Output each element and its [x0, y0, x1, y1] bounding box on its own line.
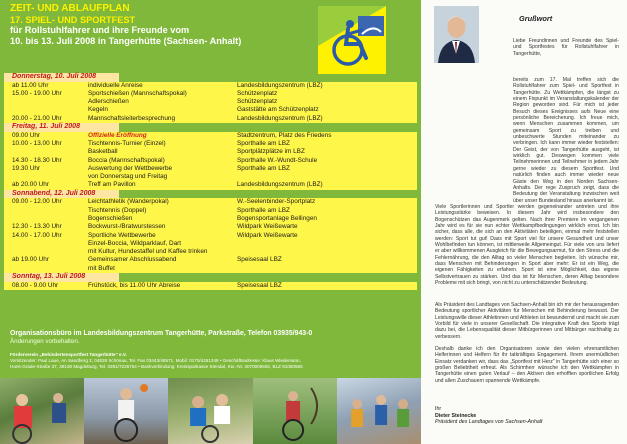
schedule-row [4, 165, 417, 173]
schedule-row [4, 132, 417, 140]
event-cell: Gemeinsamer Abschlussabend [88, 256, 177, 264]
organizer-note: Änderungen vorbehalten. [10, 338, 80, 346]
place-cell: Landesbildungszentrum (LBZ) [237, 114, 323, 122]
greeting-paragraph: bereits zum 17. Mal treffen sich die Rollstuhlfahrer zum Spiel- und Sportfest in Tangerhütte. Zu Wettkämpfen, die längst zu einem Fixpunkt im Veranstaltungskalender der Region geworden sind. Für mich ist jeder Besuch dieses Ereignisses aufs Neue eine persönliche Bereicherung. Ich freue mich, wenn Menschen zusammen kommen, um gemeinsam Sport zu treiben und unbeschwerte Stunden miteinander zu verbringen. Ich kann immer wieder feststellen: Der Geist, der von Tangerhütte ausgeht, ist wirklich gut. Deswegen kommen viele Teilnehmerinnen und Teilnehmer in jedem Jahr gerne wieder zu diesem Sportfest. Und natürlich finden auch immer wieder neue Gäste den Weg in den Norden Sachsen-Anhalts. Der rege Zuspruch zeigt, dass die Bedeutung der Veranstaltung inzwischen weit über unser Bundesland hinaus anerkannt ist. [513, 77, 619, 204]
place-cell: Speisesaal LBZ [237, 281, 282, 289]
event-cell: Mannschaftsleiterbesprechung [88, 114, 176, 122]
signature-name: Dieter Steinecke [435, 412, 477, 419]
photo-archery [253, 378, 337, 444]
event-cell: Auswertung der Wettbewerbe [88, 164, 173, 172]
event-cell: mit Kultur, Hundestaffel und Kaffee trinken [88, 248, 208, 256]
schedule-row [4, 173, 417, 181]
schedule-table [4, 73, 417, 290]
event-cell: Frühstück, bis 11.00 Uhr Abreise [88, 281, 181, 289]
day-header: Donnerstag, 10. Juli 2008 [4, 73, 119, 82]
event-cell: Kegeln [88, 106, 108, 114]
time-cell [4, 207, 88, 215]
schedule-row [4, 90, 417, 98]
event-cell: Basketball [88, 148, 118, 156]
header-title: ZEIT- UND ABLAUFPLAN [10, 3, 130, 14]
footer-line: Förderverein „Behindertensportfest Tangerhütte" e.V. [10, 352, 127, 357]
photo-crowd [337, 378, 421, 444]
place-cell [237, 173, 417, 181]
greeting-paragraph: Viele Sportlerinnen und Sportler werden gegeneinander antreten und ihre Leistungsstärke beweisen. In diesem Jahr wird insbesondere den Bogenschützen das Augenmerk gelten. Nach ihrer Premiere im vergangenen Jahr wird es für sie nun echter Wettkampfbedingungen wirklich ernst. Ich bin sicher, dass alle, die sich an den Aktivitäten beteiligen, einmal mehr feststellen werden: Sport tut gut! Dass mit Sport viel für unsere Gesundheit und unser Wohlbefinden tun können, ist mittlerweile Allgemeingut. Für viele von uns liefert er aber willkommenen Ausgleich für die Bewegungsarmut, für den Stress und die Fehlernährung, die den Alltag so vieler Menschen begleiten. Ich wünsche mir, dass Menschen mit Behinderungen in Sport aber mehr: Er ist ein Weg, die eigenen Fähigkeiten zu erfahren. Sport ist eine Möglichkeit, das eigene Selbstvertrauen zu stärken. Und das ist für Menschen, deren Alltag besondere Probleme mit sich bringt, von nicht zu unterschätzender Bedeutung. [435, 204, 619, 287]
time-cell: ab 20.00 Uhr [12, 181, 49, 189]
event-cell: Treff am Pavillon [88, 181, 136, 189]
greeting-title: Grußwort [519, 14, 553, 23]
time-cell [4, 248, 88, 256]
event-cell: Leichtathletik (Wanderpokal) [88, 198, 169, 206]
place-cell: W.-Seelenbinder-Sportplatz [237, 198, 316, 206]
place-cell: Landesbildungszentrum (LBZ) [237, 81, 323, 89]
time-cell: 08.00 - 9.00 Uhr [12, 281, 59, 289]
time-cell [4, 240, 88, 248]
flyer-header [10, 4, 310, 46]
organizer-info [10, 330, 420, 347]
schedule-row [4, 282, 417, 290]
time-cell [4, 173, 88, 181]
schedule-row [4, 115, 417, 123]
photo-strip [0, 378, 421, 444]
place-cell: Sporthalle am LBZ [237, 164, 290, 172]
greeting-panel [421, 0, 627, 444]
signature-prefix: Ihr [435, 406, 442, 412]
event-cell: individuelle Anreise [88, 81, 143, 89]
time-cell: 09.00 Uhr [12, 131, 41, 139]
time-cell: 15.00 - 19.00 Uhr [12, 89, 62, 97]
time-cell [4, 106, 88, 114]
time-cell: 09.00 - 12.00 Uhr [12, 198, 62, 206]
schedule-row [4, 106, 417, 114]
time-cell: 19.30 Uhr [12, 164, 41, 172]
event-cell: Tischtennis (Doppel) [88, 206, 147, 214]
greeting-paragraph: Deshalb danke ich den Organisatoren sowie den vielen ehrenamtlichen Helferinnen und Helfern für ihr tatkräftiges Engagement. Ihrem unermüdlichen Einsatz verdanken wir, dass das „Sportfest mit Herz" in Tangerhütte sich einer so großen Beliebtheit erfreut. Als Schirmherr wünsche ich den Wettkämpfen in Tangerhütte einen guten Verlauf – den Aktiven den erhofften sportlichen Erfolg und allen Zuschauern spannende Wettkämpfe. [435, 346, 619, 384]
time-cell: ab 11.00 Uhr [12, 81, 49, 89]
place-cell: Bogensportanlage Bellingen [237, 214, 317, 222]
place-cell: Sportplätzplätze im LBZ [237, 148, 305, 156]
event-cell: Sportliche Wettbewerbe [88, 231, 156, 239]
schedule-row [4, 207, 417, 215]
footer-line: Hans-Grade-Straße 37, 39130 Magdeburg, Tel. 0391/7226754 • Bankverbindung: Kreissparkasse Stendal, Kto.-Nr. 3070006592, BLZ 81050555 [10, 363, 303, 369]
time-cell [4, 148, 88, 156]
photo-basketball [84, 378, 168, 444]
schedule-row [4, 256, 417, 264]
schedule-row [4, 157, 417, 165]
schedule-row [4, 232, 417, 240]
schedule-row [4, 148, 417, 156]
event-cell: Bogenschießen [88, 214, 133, 222]
event-cell: Tischtennis-Turnier (Einzel) [88, 139, 166, 147]
event-cell: Sportschießen (Mannschaftspokal) [88, 89, 187, 97]
signature-role: Präsident des Landtages von Sachsen-Anhalt [435, 419, 543, 426]
time-cell: 14.00 - 17.00 Uhr [12, 231, 62, 239]
signature-block [435, 406, 542, 426]
schedule-row [4, 181, 417, 189]
greeting-salutation: Liebe Freundinnen und Freunde des Spiel- und Sportfestes für Rollstuhlfahrer in Tangerhütte, [513, 38, 619, 57]
schedule-row [4, 240, 417, 248]
time-cell [4, 98, 88, 106]
photo-bowling [0, 378, 84, 444]
schedule-row [4, 98, 417, 106]
greeting-paragraph: Als Präsident des Landtages von Sachsen-Anhalt bin ich mir der herausragenden Bedeutung sportlicher Aktivitäten für Menschen mit Behinderung bewusst. Der Leistungswille dieser Athletinnen und Athleten ist bewundernd und macht sie zum Vorbild für viele in unserer Gesellschaft. Die integrative Kraft des Sports trägt dazu bei, die Lebensqualität dieser Mitbürgerinnen und Mitbürger nachhaltig zu verbessern. [435, 302, 619, 340]
schedule-row [4, 140, 417, 148]
schedule-row [4, 82, 417, 90]
place-cell: Landesbildungszentrum (LBZ) [237, 181, 323, 189]
photo-athletes [168, 378, 252, 444]
event-cell: Offizielle Eröffnung [88, 131, 147, 139]
wheelchair-logo-icon [318, 6, 386, 74]
place-cell [237, 248, 417, 256]
organizer-line: Organisationsbüro im Landesbildungszentrum Tangerhütte, Parkstraße, Telefon 03935/943-0 [10, 330, 313, 337]
event-cell: Boccia (Mannschaftspokal) [88, 156, 165, 164]
sponsor-footer [10, 352, 415, 369]
time-cell: 20.00 - 21.00 Uhr [12, 114, 62, 122]
schedule-row [4, 223, 417, 231]
day-header: Sonnabend, 12. Juli 2008 [4, 190, 119, 199]
day-header: Sonntag, 13. Juli 2008 [4, 273, 119, 282]
place-cell: Sporthalle am LBZ [237, 206, 290, 214]
place-cell: Stadtzentrum, Platz des Friedens [237, 131, 332, 139]
day-header: Freitag, 11. Juli 2008 [4, 123, 119, 132]
place-cell [237, 240, 417, 248]
header-audience: für Rollstuhlfahrer und ihre Freunde vom [10, 25, 190, 36]
schedule-row [4, 248, 417, 256]
place-cell: Wildpark Weißewarte [237, 223, 298, 231]
time-cell [4, 265, 88, 273]
place-cell: Speisesaal LBZ [237, 256, 282, 264]
time-cell: 10.00 - 13.00 Uhr [12, 139, 62, 147]
schedule-row [4, 198, 417, 206]
header-event: 17. SPIEL- UND SPORTFEST [10, 14, 136, 25]
time-cell: ab 19.00 Uhr [12, 256, 49, 264]
schedule-row [4, 265, 417, 273]
place-cell: Schützenplatz [237, 89, 278, 97]
footer-line: Vorsitzender: Paul Laue, An Sandberg 2, 04828 Schönau, Tel. Fax 03443/48571, Mobil: 0170/4251348 • Geschäftsadresse: Klaus Wiedemann, [10, 357, 301, 363]
place-cell: Schützenplatz [237, 98, 278, 106]
place-cell: Sporthalle am LBZ [237, 139, 290, 147]
time-cell: 14.30 - 18.30 Uhr [12, 156, 62, 164]
portrait-photo [434, 6, 479, 63]
event-cell: mit Buffet [88, 264, 115, 272]
event-cell: Adlerschießen [88, 98, 129, 106]
event-cell: Einzel-Boccia, Wildparklauf, Dart [88, 239, 182, 247]
place-cell: Gaststätte am Schützenplatz [237, 106, 319, 114]
time-cell [4, 215, 88, 223]
schedule-row [4, 215, 417, 223]
header-dates: 10. bis 13. Juli 2008 in Tangerhütte (Sachsen- Anhalt) [10, 35, 242, 46]
time-cell: 12.30 - 13.30 Uhr [12, 223, 62, 231]
place-cell: Sporthalle W.-Wundt-Schule [237, 156, 318, 164]
event-cell: Bockwurst-/Bratwurstessen [88, 223, 166, 231]
event-cell: von Donnerstag und Freitag [88, 173, 168, 181]
place-cell: Wildpark Weißewarte [237, 231, 298, 239]
place-cell [237, 265, 417, 273]
